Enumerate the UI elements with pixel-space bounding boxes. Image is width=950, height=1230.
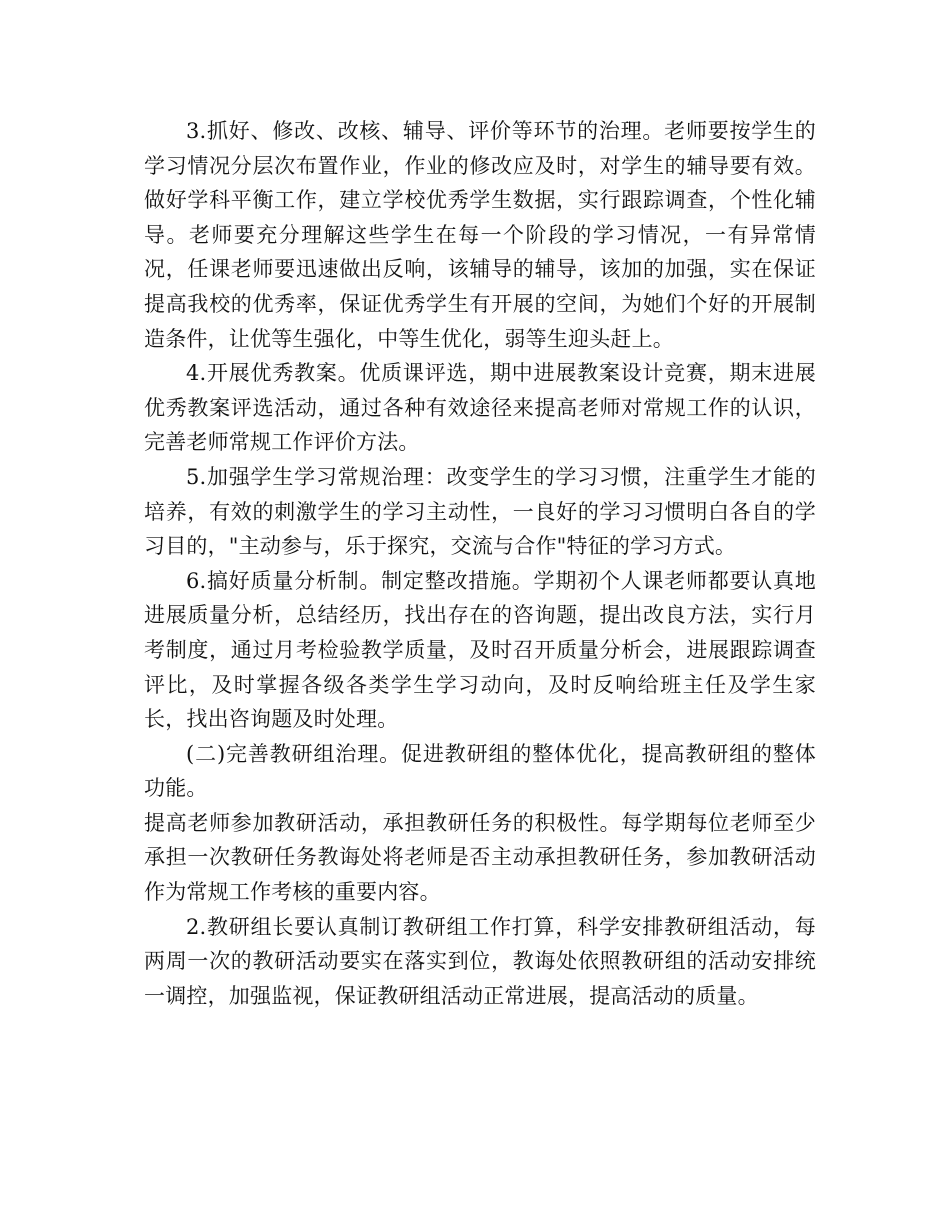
paragraph-excellent-lesson-plans: 4.开展优秀教案。优质课评选，期中进展教案设计竞赛，期末进展优秀教案评选活动，通过各种有效途径来提高老师对常规工作的认识，完善老师常规工作评价方法。 <box>144 361 816 455</box>
paragraph-teacher-participation: 提高老师参加教研活动，承担教研任务的积极性。每学期每位老师至少承担一次教研任务教诲处将老师是否主动承担教研任务，参加教研活动作为常规工作考核的重要内容。 <box>144 810 816 905</box>
paragraph-group-leader-plan: 2.教研组长要认真制订教研组工作打算，科学安排教研组活动，每两周一次的教研活动要实在落实到位，教诲处依照教研组的活动安排统一调控，加强监视，保证教研组活动正常进展，提高活动的质量。 <box>144 914 816 1008</box>
paragraph-quality-analysis: 6.搞好质量分析制。制定整改措施。学期初个人课老师都要认真地进展质量分析，总结经历，找出存在的咨询题，提出改良方法，实行月考制度，通过月考检验教学质量，及时召开质量分析会，进展跟踪调查评比，及时掌握各级各类学生学习动向，及时反响给班主任及学生家长，找出咨询题及时处理。 <box>144 568 816 732</box>
paragraph-homework-guidance: 3.抓好、修改、改核、辅导、评价等环节的治理。老师要按学生的学习情况分层次布置作业，作业的修改应及时，对学生的辅导要有效。做好学科平衡工作，建立学校优秀学生数据，实行跟踪调查，个性化辅导。老师要充分理解这些学生在每一个阶段的学习情况，一有异常情况，任课老师要迅速做出反响，该辅导的辅导，该加的加强，实在保证提高我校的优秀率，保证优秀学生有开展的空间，为她们个好的开展制造条件，让优等生强化，中等生优化，弱等生迎头赶上。 <box>144 119 816 351</box>
document-body <box>144 114 816 1013</box>
paragraph-learning-habits: 5.加强学生学习常规治理：改变学生的学习习惯，注重学生才能的培养，有效的刺激学生的学习主动性，一良好的学习习惯明白各自的学习目的，"主动参与，乐于探究，交流与合作"特征的学习方式。 <box>144 464 816 559</box>
paragraph-research-group-section: (二)完善教研组治理。促进教研组的整体优化，提高教研组的整体功能。 <box>144 741 816 801</box>
